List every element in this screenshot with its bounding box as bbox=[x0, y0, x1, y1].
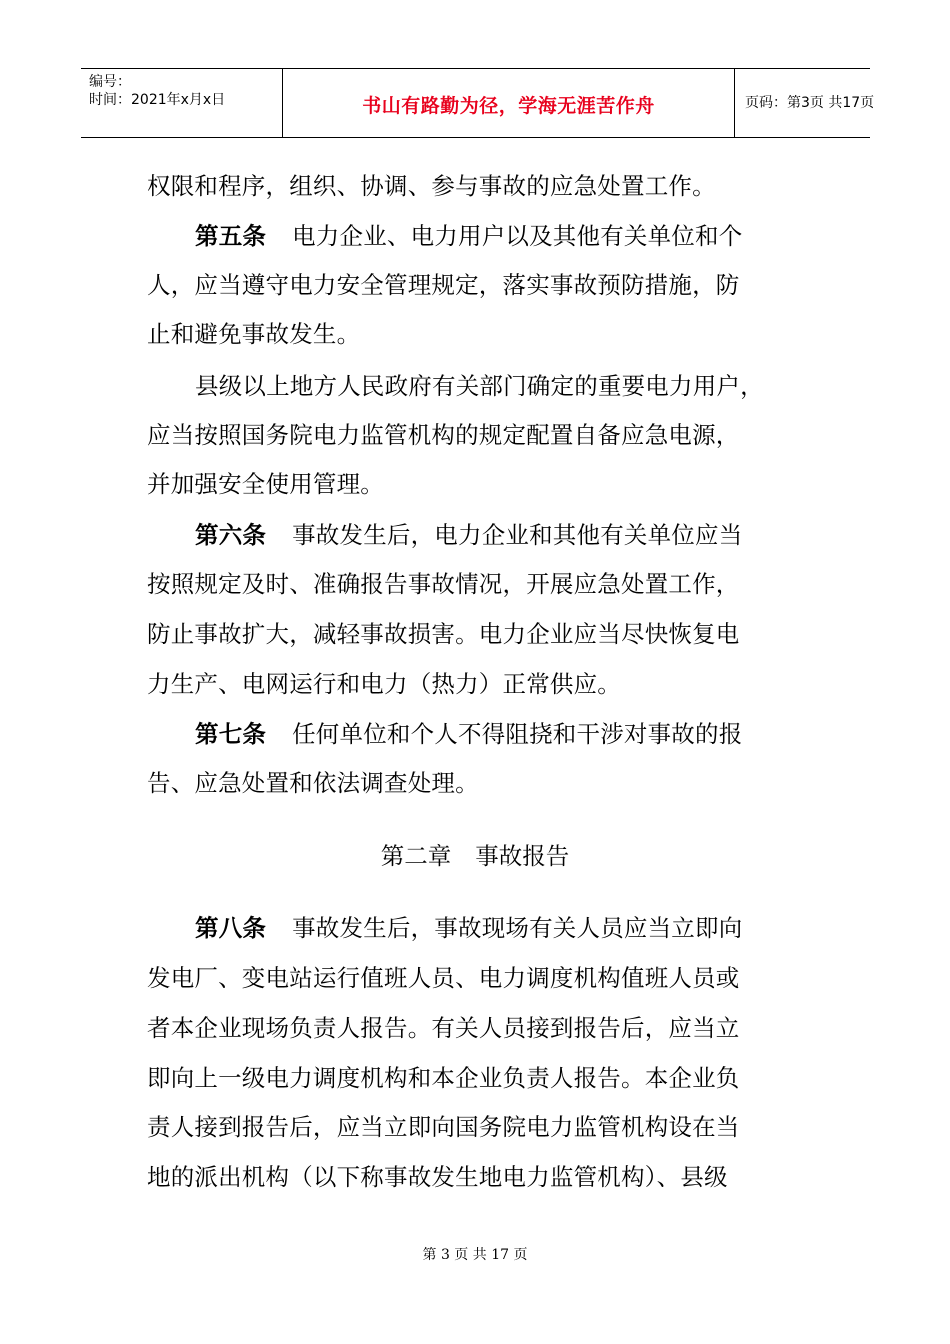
text-line: 发电厂、变电站运行值班人员、电力调度机构值班人员或 bbox=[147, 964, 740, 992]
header-page-cell bbox=[735, 69, 875, 137]
article-5-label: 第五条 bbox=[195, 222, 267, 250]
article-8-line bbox=[195, 913, 742, 943]
text-line: 即向上一级电力调度机构和本企业负责人报告。本企业负 bbox=[147, 1064, 740, 1092]
article-6-label: 第六条 bbox=[195, 521, 267, 549]
page-header bbox=[81, 68, 875, 138]
article-8-text: 事故发生后，事故现场有关人员应当立即向 bbox=[292, 914, 743, 942]
article-6-text: 事故发生后，电力企业和其他有关单位应当 bbox=[292, 521, 743, 549]
text-line: 告、应急处置和依法调查处理。 bbox=[147, 769, 479, 797]
text-line: 县级以上地方人民政府有关部门确定的重要电力用户， bbox=[195, 372, 764, 400]
motto-text: 书山有路勤为径，学海无涯苦作舟 bbox=[362, 95, 655, 117]
chapter-number: 第二章 bbox=[380, 842, 452, 870]
text-line: 止和避免事故发生。 bbox=[147, 320, 361, 348]
text-line: 权限和程序，组织、协调、参与事故的应急处置工作。 bbox=[147, 172, 716, 200]
article-8-label: 第八条 bbox=[195, 914, 267, 942]
article-7-text: 任何单位和个人不得阻挠和干涉对事故的报 bbox=[292, 720, 743, 748]
header-meta-cell bbox=[81, 69, 283, 137]
article-7-label: 第七条 bbox=[195, 720, 267, 748]
article-7-line bbox=[195, 719, 742, 749]
text-line: 防止事故扩大，减轻事故损害。电力企业应当尽快恢复电 bbox=[147, 620, 740, 648]
text-line: 者本企业现场负责人报告。有关人员接到报告后，应当立 bbox=[147, 1014, 740, 1042]
text-line: 按照规定及时、准确报告事故情况，开展应急处置工作， bbox=[147, 570, 740, 598]
number-label: 编号： bbox=[89, 74, 131, 90]
article-6-line bbox=[195, 520, 742, 550]
text-line: 责人接到报告后，应当立即向国务院电力监管机构设在当 bbox=[147, 1113, 740, 1141]
time-label: 时间：2021年x月x日 bbox=[89, 92, 226, 108]
text-line: 地的派出机构（以下称事故发生地电力监管机构）、县级 bbox=[147, 1163, 728, 1191]
header-motto-cell bbox=[283, 69, 735, 137]
chapter-heading bbox=[0, 841, 950, 871]
chapter-title: 事故报告 bbox=[475, 842, 570, 870]
text-line: 应当按照国务院电力监管机构的规定配置自备应急电源， bbox=[147, 421, 740, 449]
article-5-text: 电力企业、电力用户以及其他有关单位和个 bbox=[292, 222, 743, 250]
text-line: 并加强安全使用管理。 bbox=[147, 470, 384, 498]
article-5-line bbox=[195, 221, 742, 251]
page-footer: 第 3 页 共 17 页 bbox=[422, 1247, 528, 1263]
text-line: 人，应当遵守电力安全管理规定，落实事故预防措施，防 bbox=[147, 271, 740, 299]
page-indicator: 页码：第3页 共17页 bbox=[745, 95, 875, 111]
text-line: 力生产、电网运行和电力（热力）正常供应。 bbox=[147, 670, 621, 698]
